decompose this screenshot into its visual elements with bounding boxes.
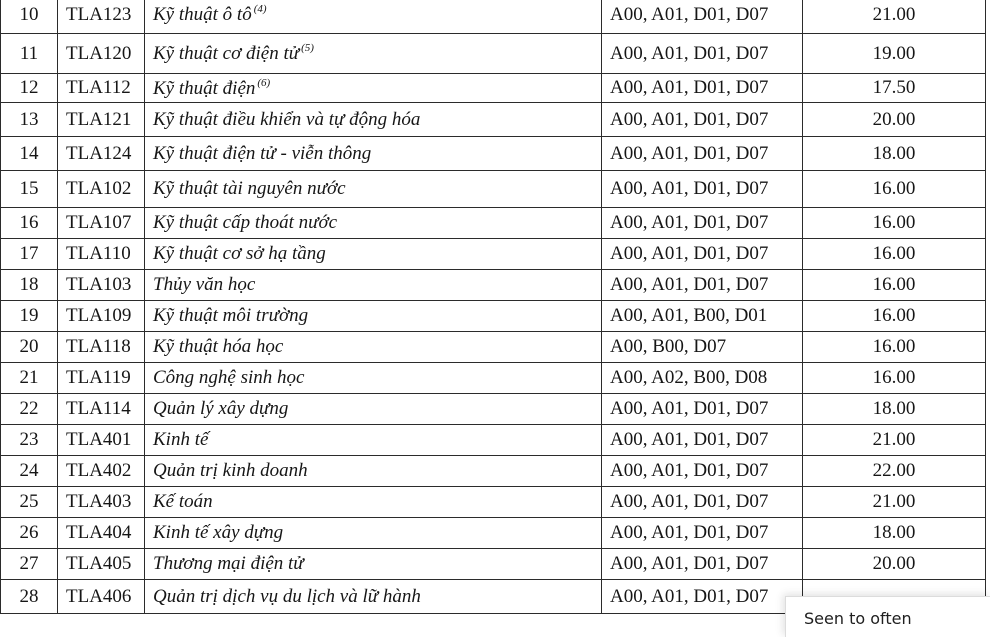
row-number-cell [1,518,58,549]
subject-combination-text: A00, A02, B00, D08 [610,367,768,388]
row-number-text: 19 [19,305,39,326]
subject-combination-cell [602,487,803,518]
admission-score-cell [803,137,986,171]
major-code-text: TLA109 [66,305,132,326]
subject-combination-cell [602,425,803,456]
admission-score-cell [803,74,986,103]
table-row [1,0,986,34]
row-number-cell [1,34,58,74]
row-number-text: 14 [19,142,39,164]
major-code-text: TLA110 [66,243,131,264]
table-row [1,239,986,270]
admission-score-text: 19.00 [872,42,916,64]
major-name-cell [145,549,602,580]
table-row [1,208,986,239]
admission-score-cell [803,171,986,208]
subject-combination-cell [602,363,803,394]
subject-combination-cell [602,137,803,171]
subject-combination-cell [602,518,803,549]
major-name-text: Công nghệ sinh học [153,367,305,388]
subject-combination-text: A00, A01, D01, D07 [610,42,769,64]
admission-score-cell [803,332,986,363]
admission-score-cell [803,363,986,394]
row-number-text: 26 [19,522,39,543]
admission-score-cell [803,549,986,580]
major-name-cell [145,518,602,549]
major-name-text: Kỹ thuật cơ sở hạ tầng [153,243,326,264]
seen-to-often-popup[interactable] [785,596,990,637]
major-code-text: TLA103 [66,274,132,295]
major-name-cell [145,487,602,518]
subject-combination-text: A00, A01, D01, D07 [610,553,769,574]
subject-combination-text: A00, A01, D01, D07 [610,77,769,98]
row-number-cell [1,0,58,34]
row-number-text: 17 [19,243,39,264]
major-code-text: TLA114 [66,398,131,419]
major-code-cell [58,74,145,103]
major-name-text: Thủy văn học [153,274,256,295]
major-name-cell [145,239,602,270]
table-body [1,0,986,614]
major-name-cell [145,394,602,425]
major-name-cell [145,103,602,137]
major-name-cell [145,580,602,614]
major-code-text: TLA406 [66,585,132,607]
major-code-text: TLA121 [66,108,132,130]
admission-score-cell [803,456,986,487]
major-name-text: Kỹ thuật cấp thoát nước [153,212,338,233]
row-number-text: 28 [19,585,39,607]
major-code-cell [58,137,145,171]
major-code-text: TLA112 [66,77,131,98]
admission-score-text: 16.00 [872,212,916,233]
major-code-cell [58,332,145,363]
admission-score-text: 16.00 [872,243,916,264]
major-name-cell [145,0,602,34]
table-row [1,137,986,171]
row-number-text: 11 [19,42,39,64]
table-row [1,518,986,549]
admission-score-text: 16.00 [872,336,916,357]
major-name-text: Kinh tế xây dựng [153,522,284,543]
table-row [1,425,986,456]
footnote-marker: (6) [257,76,271,89]
subject-combination-cell [602,270,803,301]
row-number-cell [1,239,58,270]
major-name-cell [145,270,602,301]
subject-combination-text: A00, A01, D01, D07 [610,142,769,164]
major-name-cell [145,34,602,74]
major-name-cell [145,74,602,103]
major-name-text: Kỹ thuật môi trường [153,305,309,326]
major-code-cell [58,171,145,208]
row-number-text: 27 [19,553,39,574]
major-code-cell [58,363,145,394]
major-name-text: Thương mại điện tử [153,553,304,574]
table-row [1,301,986,332]
subject-combination-text: A00, A01, D01, D07 [610,212,769,233]
major-name-cell [145,171,602,208]
subject-combination-cell [602,394,803,425]
table-row [1,332,986,363]
footnote-marker: (5) [301,42,314,54]
major-code-cell [58,425,145,456]
major-name-cell [145,137,602,171]
admission-score-cell [803,0,986,34]
table-row [1,487,986,518]
subject-combination-text: A00, A01, D01, D07 [610,178,769,199]
subject-combination-cell [602,103,803,137]
major-code-cell [58,34,145,74]
subject-combination-cell [602,74,803,103]
major-code-text: TLA124 [66,142,132,164]
admission-score-text: 21.00 [872,429,916,450]
major-name-text: Kế toán [153,491,213,512]
major-code-cell [58,487,145,518]
row-number-text: 24 [19,460,39,481]
subject-combination-text: A00, A01, D01, D07 [610,460,769,481]
major-name-text: Kỹ thuật hóa học [153,336,284,357]
footnote-marker: (4) [253,3,267,15]
row-number-cell [1,363,58,394]
subject-combination-text: A00, A01, D01, D07 [610,522,769,543]
row-number-cell [1,270,58,301]
subject-combination-text: A00, A01, D01, D07 [610,429,769,450]
admission-score-text: 21.00 [872,491,916,512]
admission-score-text: 22.00 [872,460,916,481]
row-number-cell [1,456,58,487]
subject-combination-cell [602,301,803,332]
major-code-cell [58,0,145,34]
admission-score-cell [803,103,986,137]
major-code-text: TLA405 [66,553,132,574]
table-row [1,363,986,394]
subject-combination-text: A00, A01, D01, D07 [610,3,769,25]
admission-score-cell [803,239,986,270]
admission-score-text: 16.00 [872,178,916,199]
row-number-cell [1,137,58,171]
major-code-text: TLA401 [66,429,132,450]
table-row [1,270,986,301]
subject-combination-text: A00, A01, D01, D07 [610,243,769,264]
major-name-cell [145,456,602,487]
subject-combination-text: A00, A01, D01, D07 [610,108,769,130]
subject-combination-text: A00, A01, D01, D07 [610,491,769,512]
major-name-text: Kỹ thuật điện [153,77,256,99]
major-name-cell [145,363,602,394]
major-code-text: TLA107 [66,212,132,233]
row-number-cell [1,425,58,456]
row-number-text: 21 [19,367,39,388]
table-row [1,103,986,137]
row-number-text: 10 [19,3,39,25]
subject-combination-cell [602,208,803,239]
row-number-text: 13 [19,108,39,130]
subject-combination-text: A00, A01, B00, D01 [610,305,768,326]
table-row [1,74,986,103]
subject-combination-cell [602,34,803,74]
admission-score-cell [803,34,986,74]
row-number-cell [1,103,58,137]
major-code-cell [58,301,145,332]
major-code-text: TLA123 [66,3,132,25]
major-code-text: TLA402 [66,460,132,481]
row-number-text: 18 [19,274,39,295]
admission-score-text: 18.00 [872,398,916,419]
row-number-cell [1,487,58,518]
admission-score-text: 18.00 [872,142,916,164]
major-code-text: TLA404 [66,522,132,543]
major-code-text: TLA119 [66,367,131,388]
major-code-text: TLA120 [66,42,132,64]
major-name-text: Quản trị dịch vụ du lịch và lữ hành [153,585,421,607]
admission-score-text: 16.00 [872,274,916,295]
major-code-cell [58,518,145,549]
major-name-text: Kỹ thuật điện tử - viễn thông [153,142,372,164]
table-row [1,456,986,487]
major-code-cell [58,270,145,301]
major-name-cell [145,208,602,239]
major-name-text: Kỹ thuật cơ điện tử [153,43,300,64]
row-number-cell [1,580,58,614]
admission-score-text: 21.00 [872,3,916,25]
major-code-cell [58,456,145,487]
row-number-cell [1,74,58,103]
row-number-cell [1,171,58,208]
admission-score-cell [803,301,986,332]
row-number-text: 20 [19,336,39,357]
admission-score-cell [803,208,986,239]
subject-combination-cell [602,239,803,270]
subject-combination-text: A00, B00, D07 [610,336,727,357]
subject-combination-text: A00, A01, D01, D07 [610,274,769,295]
admission-score-text: 20.00 [872,553,916,574]
major-name-text: Quản trị kinh doanh [153,460,308,481]
admission-score-text: 16.00 [872,305,916,326]
row-number-text: 16 [19,212,39,233]
row-number-cell [1,549,58,580]
major-name-cell [145,425,602,456]
admission-score-cell [803,487,986,518]
admission-score-text: 18.00 [872,522,916,543]
major-name-text: Quản lý xây dựng [153,398,289,419]
major-code-cell [58,239,145,270]
subject-combination-cell [602,549,803,580]
admission-score-text: 17.50 [872,77,916,98]
table-row [1,394,986,425]
row-number-text: 12 [19,77,39,98]
major-name-text: Kỹ thuật điều khiển và tự động hóa [153,108,421,130]
admission-score-cell [803,425,986,456]
major-code-cell [58,208,145,239]
major-code-cell [58,394,145,425]
popup-label: Seen to often [804,609,912,628]
major-code-cell [58,580,145,614]
major-name-cell [145,332,602,363]
admission-score-cell [803,394,986,425]
major-code-text: TLA118 [66,336,131,357]
major-name-text: Kỹ thuật tài nguyên nước [153,178,346,199]
table-row [1,34,986,74]
subject-combination-cell [602,456,803,487]
row-number-cell [1,394,58,425]
subject-combination-cell [602,171,803,208]
row-number-cell [1,301,58,332]
subject-combination-cell [602,0,803,34]
subject-combination-cell [602,580,803,614]
major-name-text: Kinh tế [153,429,209,450]
admission-score-cell [803,518,986,549]
row-number-text: 23 [19,429,39,450]
row-number-cell [1,332,58,363]
major-code-cell [58,549,145,580]
row-number-cell [1,208,58,239]
subject-combination-text: A00, A01, D01, D07 [610,398,769,419]
table-row [1,171,986,208]
admission-score-cell [803,270,986,301]
admission-score-text: 20.00 [872,108,916,130]
row-number-text: 15 [19,178,39,199]
subject-combination-text: A00, A01, D01, D07 [610,585,769,607]
major-code-text: TLA102 [66,178,132,199]
major-code-cell [58,103,145,137]
admission-score-text: 16.00 [872,367,916,388]
table-row [1,549,986,580]
subject-combination-cell [602,332,803,363]
major-name-text: Kỹ thuật ô tô [153,4,252,25]
row-number-text: 22 [19,398,39,419]
major-code-text: TLA403 [66,491,132,512]
major-name-cell [145,301,602,332]
row-number-text: 25 [19,491,39,512]
